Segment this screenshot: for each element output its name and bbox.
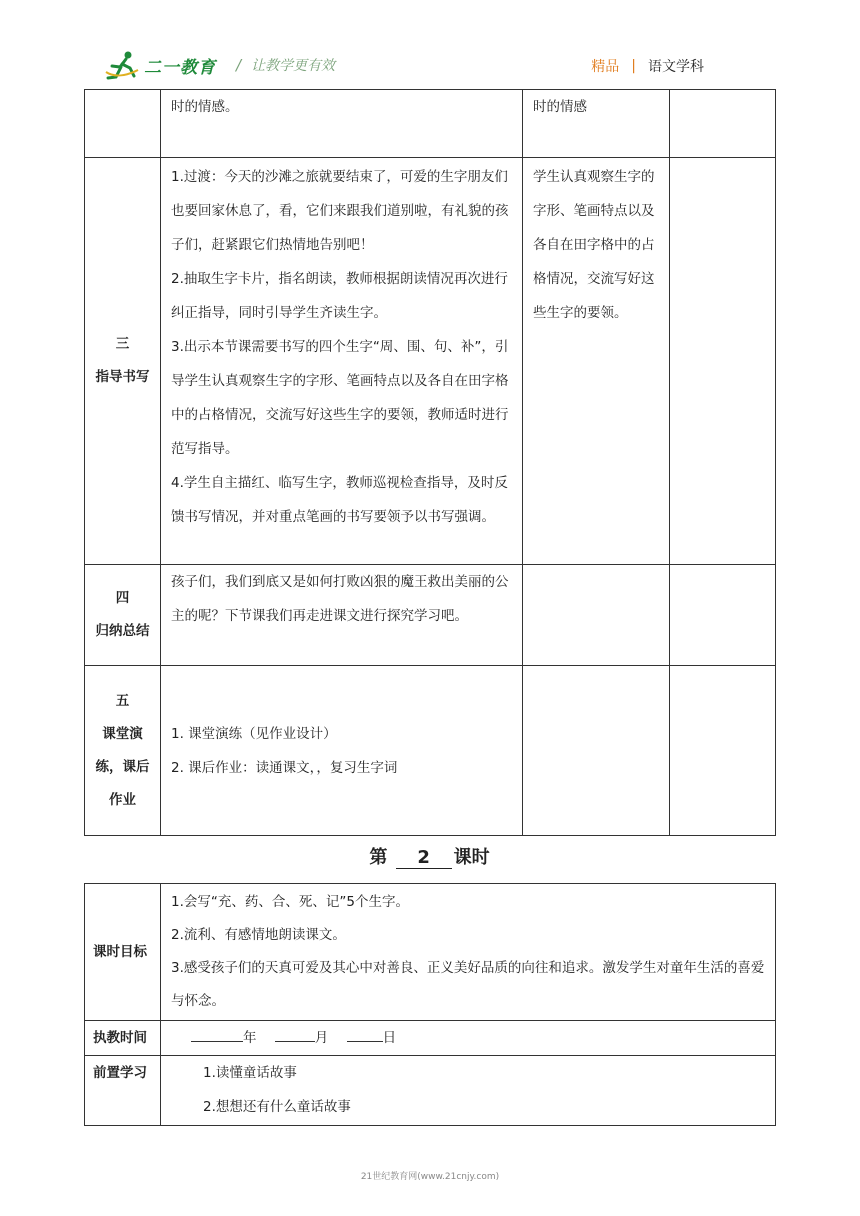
lesson-number: 2 [396,847,452,869]
lesson-plan-table [84,89,776,836]
student-cell [523,158,670,565]
summary-text: 孩子们，我们到底又是如何打败凶狠的魔王救出美丽的公主的呢？下节课我们再走进课文进行探究学习吧。 [171,574,509,624]
table-row [85,565,776,666]
stage-name: 课堂演 [102,725,143,742]
goals-cell [161,884,776,1021]
stage-cell [85,90,161,158]
brand-name: 二一教育 [144,57,216,78]
goal-item: 3.感受孩子们的天真可爱及其心中对善良、正义美好品质的向往和追求。激发学生对童年生活的喜爱与怀念。 [171,960,765,1009]
pre-study-cell [161,1056,776,1126]
goal-item: 1.会写“充、药、合、死、记”5个生字。 [171,894,409,910]
slogan: 让教学更有效 [251,58,336,74]
lesson-prefix: 第 [369,847,388,868]
lesson-heading [84,843,775,869]
table-row [85,1021,776,1056]
content-cell [161,666,523,836]
day-label: 日 [382,1030,397,1046]
student-cell [523,565,670,666]
quality-badge: 精品 [591,59,620,75]
step-text: 2.抽取生字卡片，指名朗读，教师根据朗读情况再次进行纠正指导，同时引导学生齐读生字。 [171,271,508,321]
year-blank [191,1027,243,1042]
year-label: 年 [243,1030,257,1046]
stage-name: 练，课后 [95,758,150,775]
stage-number: 三 [115,336,130,352]
table-row [85,884,776,1021]
stage-name: 作业 [109,791,136,808]
time-cell [161,1021,776,1056]
note-cell [670,158,776,565]
stage-number: 四 [115,590,130,606]
content-cell [161,158,523,565]
table-row [85,158,776,565]
stage-name: 归纳总结 [95,623,150,639]
stage-number: 五 [115,692,130,709]
pre-study-item: 2.想想还有什么童话故事 [203,1099,351,1115]
header-slash: / [236,56,242,74]
note-cell [670,565,776,666]
lesson-suffix: 课时 [453,847,490,868]
student-cell: 时的情感 [523,90,670,158]
stage-cell [85,565,161,666]
month-label: 月 [314,1030,329,1046]
stage-cell [85,666,161,836]
stage-name: 指导书写 [95,369,150,385]
content-cell: 时的情感。 [161,90,523,158]
homework-item: 1. 课堂演练（见作业设计） [171,725,337,742]
pre-study-label: 前置学习 [85,1056,161,1126]
step-text: 4.学生自主描红、临写生字，教师巡视检查指导，及时反馈书写情况，并对重点笔画的书写要领予以书写强调。 [171,475,508,525]
homework-item: 2. 课后作业：读通课文，，复习生字词 [171,759,398,776]
student-cell [523,666,670,836]
stage-cell [85,158,161,565]
page-header [84,40,774,90]
header-separator: | [631,58,636,74]
day-blank [347,1027,383,1042]
logo [104,50,335,80]
student-activity: 学生认真观察生字的字形、笔画特点以及各自在田字格中的占格情况，交流写好这些生字的要领。 [533,169,655,321]
step-text: 1.过渡：今天的沙滩之旅就要结束了，可爱的生字朋友们也要回家休息了，看，它们来跟我们道别啦，有礼貌的孩子们，赶紧跟它们热情地告别吧！ [171,169,509,253]
pre-study-item: 1.读懂童话故事 [203,1065,297,1081]
subject-label: 语文学科 [648,59,704,75]
goal-item: 2.流利、有感情地朗读课文。 [171,927,346,943]
table-row [85,666,776,836]
step-text: 3.出示本节课需要书写的四个生字“周、围、句、补”，引导学生认真观察生字的字形、笔画特点以及各自在田字格中的占格情况，交流写好这些生字的要领，教师适时进行范写指导。 [171,339,509,457]
lesson-info-table [84,883,776,1126]
header-right [591,56,704,76]
month-blank [275,1027,315,1042]
note-cell [670,666,776,836]
note-cell [670,90,776,158]
table-row [85,90,776,158]
page-footer: 21世纪教育网(www.21cnjy.com) [360,1172,500,1182]
goals-label: 课时目标 [85,884,161,1021]
runner-logo-icon [104,50,142,80]
content-cell [161,565,523,666]
table-row [85,1056,776,1126]
time-label: 执教时间 [85,1021,161,1056]
